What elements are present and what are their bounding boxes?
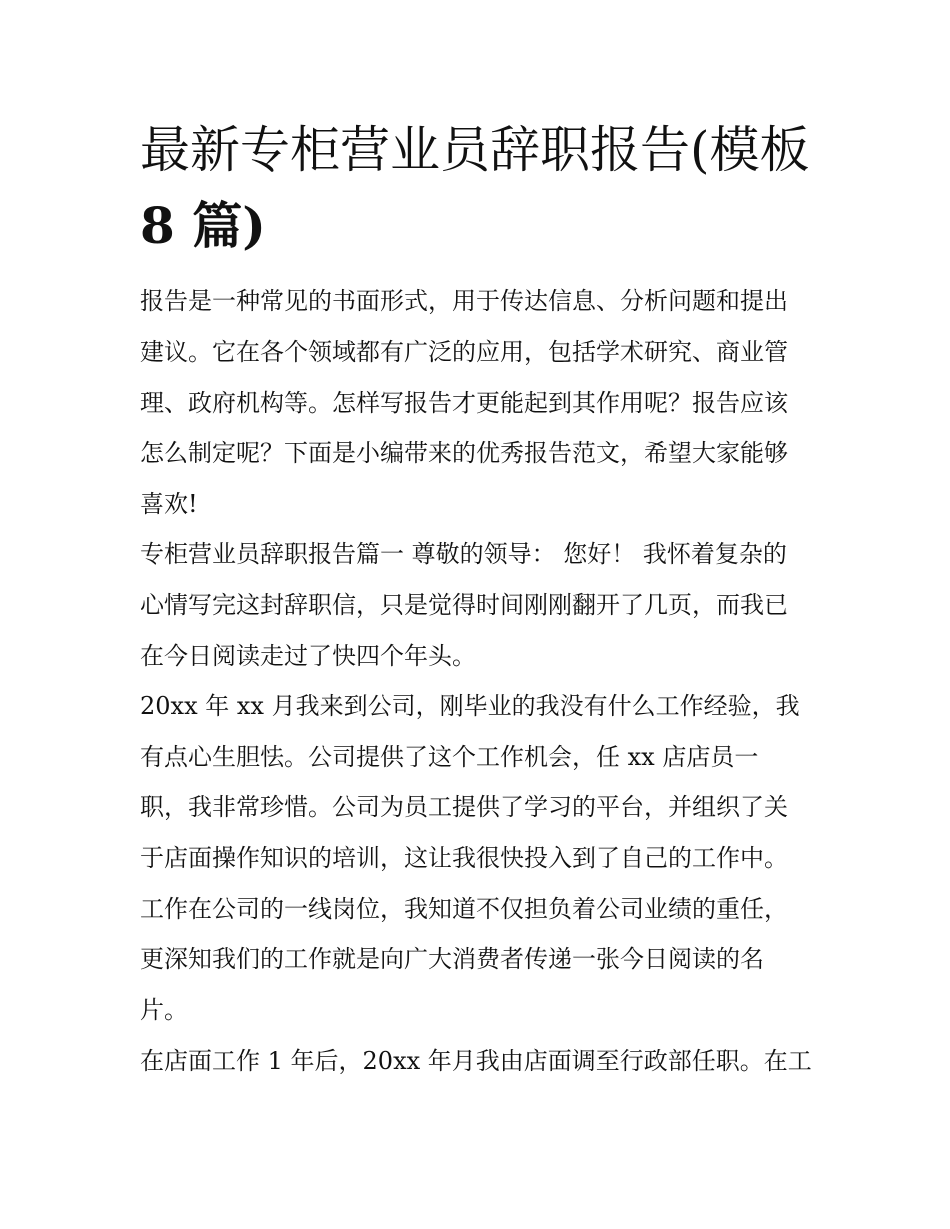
body-line: 建议。它在各个领域都有广泛的应用，包括学术研究、商业管 [140,338,788,366]
body-line: 心情写完这封辞职信，只是觉得时间刚刚翻开了几页，而我已 [140,591,788,619]
body-line: 理、政府机构等。怎样写报告才更能起到其作用呢？报告应该 [140,389,788,417]
body-line: 有点心生胆怯。公司提供了这个工作机会，任 xx 店店员一 [140,743,759,771]
body-line: 片。 [140,996,188,1024]
body-line: 在今日阅读走过了快四个年头。 [140,642,476,670]
body-line: 工作在公司的一线岗位，我知道不仅担负着公司业绩的重任， [140,895,788,923]
body-line: 职，我非常珍惜。公司为员工提供了学习的平台，并组织了关 [140,793,788,821]
body-line: 20xx 年 xx 月我来到公司，刚毕业的我没有什么工作经验，我 [140,692,800,720]
title-line-2: 8 篇) [140,196,266,255]
body-line: 报告是一种常见的书面形式，用于传达信息、分析问题和提出 [140,287,788,315]
document-title [140,112,830,264]
title-line-1: 最新专柜营业员辞职报告(模板 [140,121,810,179]
body-line: 更深知我们的工作就是向广大消费者传递一张今日阅读的名 [140,945,764,973]
body-line: 于店面操作知识的培训，这让我很快投入到了自己的工作中。 [140,844,788,872]
body-line: 怎么制定呢？下面是小编带来的优秀报告范文，希望大家能够 [140,439,788,467]
body-line: 在店面工作 1 年后，20xx 年月我由店面调至行政部任职。在工 [140,1047,812,1075]
body-line: 专柜营业员辞职报告篇一 尊敬的领导： 您好！ 我怀着复杂的 [140,540,787,568]
body-line: 喜欢! [140,490,198,518]
